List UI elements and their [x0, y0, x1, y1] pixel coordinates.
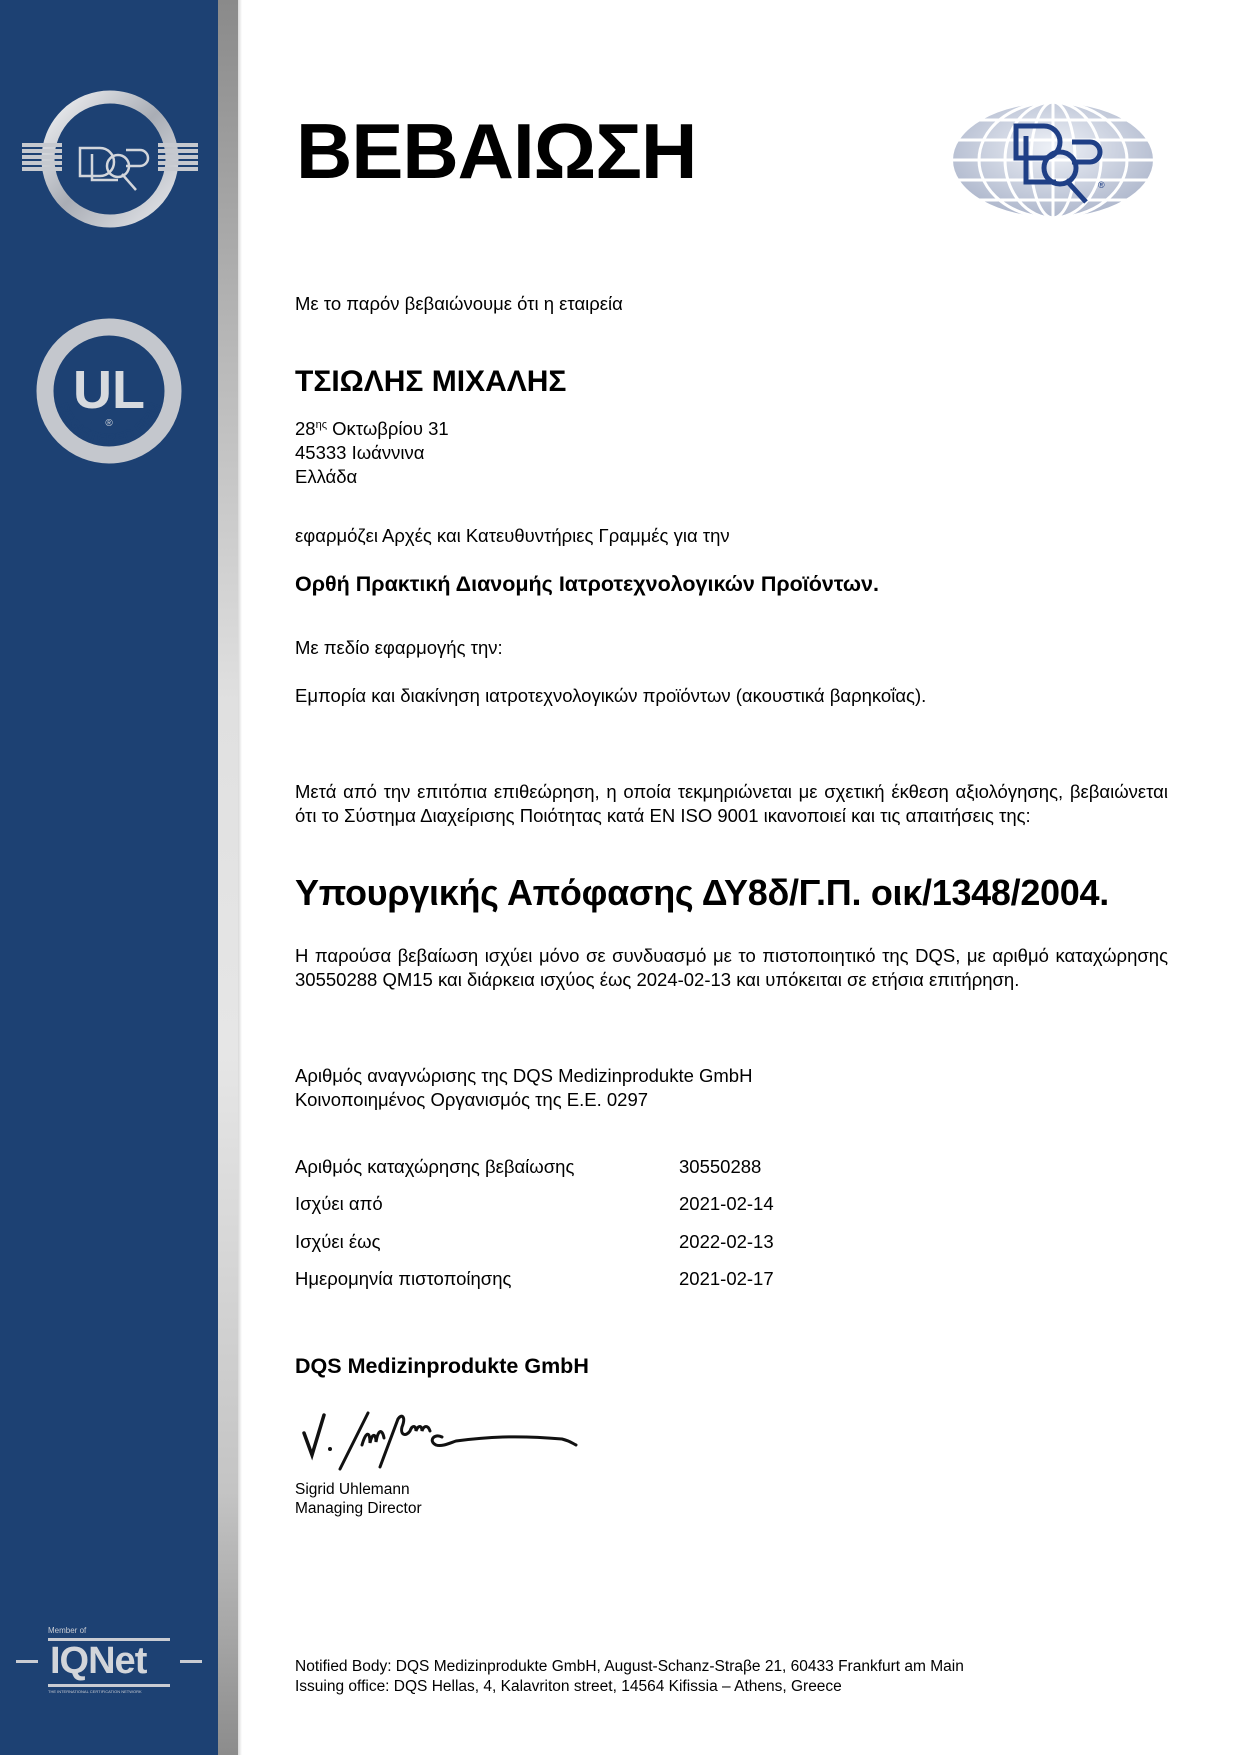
- iqnet-tagline: THE INTERNATIONAL CERTIFICATION NETWORK: [48, 1689, 142, 1694]
- practice-title: Ορθή Πρακτική Διανομής Ιατροτεχνολογικών Προϊόντων.: [295, 572, 879, 596]
- dqs-ring-logo: [22, 88, 198, 230]
- footer-notified-body: Notified Body: DQS Medizinprodukte GmbH, August-Schanz-Straβe 21, 60433 Frankfurt am Main: [295, 1658, 964, 1675]
- scope-label: Με πεδίο εφαρμογής την:: [295, 637, 503, 658]
- detail-label: Ισχύει από: [295, 1193, 383, 1214]
- sidebar-band: [0, 0, 218, 1755]
- signer-name: Sigrid Uhlemann: [295, 1481, 410, 1498]
- recognition-line1: Αριθμός αναγνώρισης της DQS Medizinprodukte GmbH: [295, 1065, 753, 1086]
- ul-registered-firm-logo: [36, 318, 182, 464]
- svg-text:UL: UL: [73, 360, 145, 420]
- validity-paragraph: Η παρούσα βεβαίωση ισχύει μόνο σε συνδυασμό με το πιστοποιητικό της DQS, με αριθμό καταχώρησης 30550288 QM15 και διάρκεια ισχύος έως 2024-02-13 και υπόκειται σε ετήσια επιτήρηση.: [295, 945, 1168, 990]
- iqnet-right-dash: [180, 1660, 202, 1663]
- document-title: ΒΕΒΑΙΩΣΗ: [296, 107, 697, 195]
- iqnet-member-label: Member of: [48, 1626, 87, 1635]
- dqs-globe-logo: [950, 98, 1156, 222]
- detail-value: 2021-02-14: [679, 1193, 774, 1214]
- svg-text:®: ®: [1098, 180, 1105, 190]
- signing-organization: DQS Medizinprodukte GmbH: [295, 1354, 589, 1378]
- ministerial-decision: Υπουργικής Απόφασης ΔΥ8δ/Γ.Π. οικ/1348/2004.: [295, 872, 1109, 913]
- detail-label: Ημερομηνία πιστοποίησης: [295, 1268, 512, 1289]
- detail-label: Ισχύει έως: [295, 1231, 381, 1252]
- sidebar-edge-strip: [218, 0, 238, 1755]
- applies-text: εφαρμόζει Αρχές και Κατευθυντήριες Γραμμές για την: [295, 525, 730, 546]
- detail-value: 2021-02-17: [679, 1268, 774, 1289]
- address-number: 28: [295, 418, 316, 439]
- iqnet-wordmark: IQNet: [50, 1640, 147, 1682]
- svg-text:®: ®: [105, 418, 113, 429]
- intro-text: Με το παρόν βεβαιώνουμε ότι η εταιρεία: [295, 293, 623, 314]
- company-address-line2: 45333 Ιωάννινα: [295, 442, 425, 463]
- address-street: Οκτωβρίου 31: [327, 418, 449, 439]
- company-address-line3: Ελλάδα: [295, 466, 358, 487]
- iqnet-left-dash: [16, 1660, 38, 1663]
- company-name: ΤΣΙΩΛΗΣ ΜΙΧΑΛΗΣ: [295, 365, 567, 398]
- detail-label: Αριθμός καταχώρησης βεβαίωσης: [295, 1156, 575, 1177]
- scope-text: Εμπορία και διακίνηση ιατροτεχνολογικών προϊόντων (ακουστικά βαρηκοΐας).: [295, 685, 927, 706]
- audit-paragraph: Μετά από την επιτόπια επιθεώρηση, η οποία τεκμηριώνεται με σχετική έκθεση αξιολόγησης, βεβαιώνεται ότι το Σύστημα Διαχείρισης Ποιότητας κατά EN ISO 9001 ικανοποιεί και τις απαιτήσεις της:: [295, 781, 1168, 826]
- iqnet-logo: [16, 1626, 202, 1700]
- handwritten-signature: [296, 1405, 622, 1475]
- footer-issuing-office: Issuing office: DQS Hellas, 4, Kalavriton street, 14564 Kifissia – Athens, Greece: [295, 1678, 842, 1695]
- svg-text:REGISTERED FIRM: REGISTERED FIRM: [53, 400, 165, 449]
- signer-role: Managing Director: [295, 1500, 422, 1517]
- address-ordinal: ης: [315, 419, 327, 431]
- recognition-line2: Κοινοποιημένος Οργανισμός της Ε.Ε. 0297: [295, 1089, 649, 1110]
- detail-value: 2022-02-13: [679, 1231, 774, 1252]
- iqnet-bottom-rule: [48, 1684, 170, 1687]
- company-address-line1: [295, 417, 449, 441]
- detail-value: 30550288: [679, 1156, 762, 1177]
